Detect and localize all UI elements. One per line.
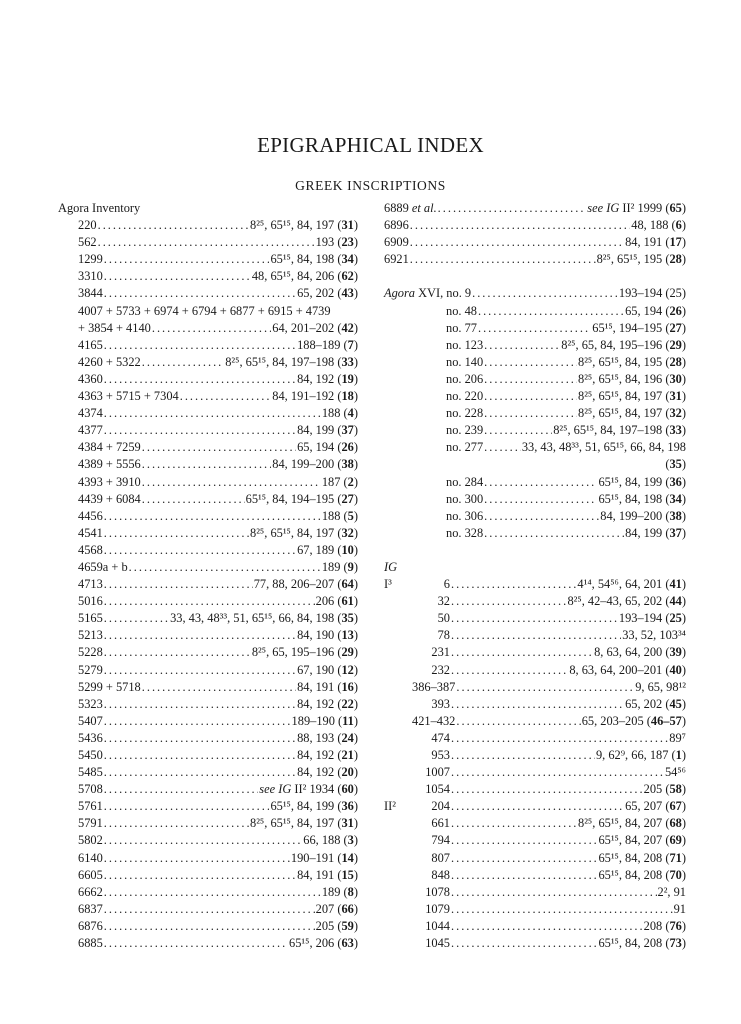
entry-key: 6837 <box>78 901 103 916</box>
index-entry <box>58 644 358 661</box>
entry-pages: 88, 193 (24) <box>297 730 358 745</box>
entry-key: no. 206 <box>446 371 484 386</box>
index-entry <box>58 559 358 576</box>
entry-key: no. 277 <box>446 440 484 455</box>
entry-key: 6885 <box>78 936 103 951</box>
entry-key: 1007 <box>425 765 450 780</box>
entry-pages: 65¹⁵, 84, 198 (34) <box>270 252 358 267</box>
index-entry <box>58 474 358 491</box>
entry-key: 6876 <box>78 918 103 933</box>
index-entry <box>384 781 686 798</box>
index-entry <box>58 627 358 644</box>
entry-key: 4568 <box>78 542 103 557</box>
index-entry <box>384 679 686 696</box>
entry-pages: 67, 190 (12) <box>297 662 358 677</box>
entry-pages: 84, 191–192 (18) <box>272 389 358 404</box>
index-entry <box>384 200 686 217</box>
ig-list <box>384 576 686 952</box>
index-entry-continuation <box>384 456 686 473</box>
entry-pages: 48, 188 (6) <box>631 218 686 233</box>
index-entry <box>58 867 358 884</box>
entry-pages: 8²⁵, 65¹⁵, 84, 207 (68) <box>578 816 686 831</box>
entry-pages: 65, 202 (43) <box>297 286 358 301</box>
entry-key: 4377 <box>78 423 103 438</box>
index-entry <box>58 405 358 422</box>
entry-pages: 84, 199 (37) <box>297 423 358 438</box>
index-entry <box>384 508 686 525</box>
entry-pages: 65, 194 (26) <box>297 440 358 455</box>
index-entry <box>58 901 358 918</box>
index-entry <box>58 251 358 268</box>
entry-key: 1045 <box>425 936 450 951</box>
entry-pages: 66, 188 (3) <box>303 833 358 848</box>
entry-pages: 67, 189 (10) <box>297 542 358 557</box>
entry-pages: 8²⁵, 65¹⁵, 84, 196 (30) <box>578 371 686 386</box>
index-entry <box>58 798 358 815</box>
index-entry <box>58 303 358 320</box>
entry-pages: 188 (5) <box>321 508 358 523</box>
entry-pages: 48, 65¹⁵, 84, 206 (62) <box>251 269 358 284</box>
entry-key: 4374 <box>78 406 103 421</box>
entry-key: 848 <box>431 867 450 882</box>
entry-key: 6889 et al. <box>384 201 437 215</box>
index-entry <box>384 491 686 508</box>
entry-pages: 208 (76) <box>643 918 686 933</box>
index-entry <box>384 901 686 918</box>
entry-pages: 64, 201–202 (42) <box>272 320 358 335</box>
entry-key: 5436 <box>78 730 103 745</box>
entry-pages: 84, 199–200 (38) <box>272 457 358 472</box>
entry-pages: 207 (66) <box>315 901 358 916</box>
entry-pages: 91 <box>673 901 686 916</box>
index-entry <box>384 405 686 422</box>
ig-group-label: II² <box>384 799 396 814</box>
entry-pages: 84, 191 (17) <box>625 235 686 250</box>
entry-pages: 189–190 (11) <box>291 713 358 728</box>
entry-key: 661 <box>431 816 450 831</box>
entry-key: no. 140 <box>446 354 484 369</box>
index-entry <box>384 832 686 849</box>
entry-key: 6896 <box>384 218 409 233</box>
index-entry <box>58 576 358 593</box>
index-entry <box>384 474 686 491</box>
entry-key: 4393 + 3910 <box>78 474 141 489</box>
entry-key: 4360 <box>78 371 103 386</box>
entry-pages: 190–191 (14) <box>290 850 358 865</box>
index-entry <box>384 422 686 439</box>
index-entry <box>58 525 358 542</box>
entry-key: 5228 <box>78 645 103 660</box>
entry-key: 4541 <box>78 525 103 540</box>
entry-key: + 3854 + 4140 <box>78 320 151 335</box>
entry-pages: 205 (58) <box>643 782 686 797</box>
entry-pages: 77, 88, 206–207 (64) <box>253 577 358 592</box>
entry-pages: 65¹⁵, 194–195 (27) <box>592 320 686 335</box>
ig-heading <box>384 559 686 576</box>
entry-pages: 65¹⁵, 206 (63) <box>289 936 358 951</box>
entry-pages: 65¹⁵, 84, 198 (34) <box>598 491 686 506</box>
entry-pages: 65, 194 (26) <box>625 303 686 318</box>
entry-pages: 8, 63, 64, 200 (39) <box>594 645 686 660</box>
agora-inventory-list <box>58 217 358 952</box>
entry-pages: 84, 192 (20) <box>297 765 358 780</box>
entry-pages: 188 (4) <box>321 406 358 421</box>
entry-key: 5791 <box>78 816 103 831</box>
entry-key: no. 123 <box>446 337 484 352</box>
index-entry <box>384 217 686 234</box>
entry-pages: 189 (8) <box>321 884 358 899</box>
entry-key: 78 <box>437 628 450 643</box>
entry-pages: 9, 65, 98¹² <box>635 679 686 694</box>
entry-key: 4384 + 7259 <box>78 440 141 455</box>
entry-pages: 84, 192 (22) <box>297 696 358 711</box>
entry-pages: 33, 52, 103³⁴ <box>622 628 686 643</box>
entry-pages: 65¹⁵, 84, 194–195 (27) <box>245 491 358 506</box>
agora-xvi-first-entry <box>384 285 686 302</box>
entry-key: 6921 <box>384 252 409 267</box>
entry-key: no. 77 <box>446 320 477 335</box>
entry-pages: 65¹⁵, 84, 199 (36) <box>598 474 686 489</box>
index-entry <box>58 337 358 354</box>
entry-pages: 205 (59) <box>315 918 358 933</box>
index-entry <box>384 525 686 542</box>
entry-key: no. 228 <box>446 406 484 421</box>
entry-key: 1299 <box>78 252 103 267</box>
entry-pages: 206 (61) <box>315 594 358 609</box>
page-title: EPIGRAPHICAL INDEX <box>257 133 484 157</box>
entry-key: 4165 <box>78 337 103 352</box>
index-entry <box>58 884 358 901</box>
index-entry <box>58 815 358 832</box>
index-entry <box>58 217 358 234</box>
entry-key: 421–432 <box>412 713 456 728</box>
index-entry <box>384 354 686 371</box>
index-entry <box>58 508 358 525</box>
entry-key: 5708 <box>78 782 103 797</box>
entry-pages: 84, 191 (16) <box>297 679 358 694</box>
index-entry <box>384 303 686 320</box>
index-entry <box>58 713 358 730</box>
left-column <box>58 200 358 952</box>
entry-key: 5213 <box>78 628 103 643</box>
entry-key: 4659a + b <box>78 559 128 574</box>
entry-key: 4007 + 5733 + 6974 + 6794 + 6877 + 6915 + 4739 <box>78 303 331 318</box>
entry-pages: 8²⁵, 65¹⁵, 195 (28) <box>596 252 686 267</box>
entry-pages: 8, 63, 64, 200–201 (40) <box>569 662 686 677</box>
index-entry <box>384 850 686 867</box>
index-entry <box>58 234 358 251</box>
agora-inventory-continued-list <box>384 200 686 268</box>
entry-key: no. 300 <box>446 491 484 506</box>
entry-pages: 84, 192 (19) <box>297 371 358 386</box>
index-entry <box>58 268 358 285</box>
index-entry <box>384 815 686 832</box>
index-entry <box>384 662 686 679</box>
index-entry <box>384 730 686 747</box>
entry-key: 4713 <box>78 577 103 592</box>
entry-pages: see IG II² 1934 (60) <box>259 782 358 797</box>
index-entry <box>384 251 686 268</box>
index-entry <box>58 610 358 627</box>
entry-key: 5761 <box>78 799 103 814</box>
entry-pages: 65, 207 (67) <box>625 799 686 814</box>
entry-pages: 89⁷ <box>669 730 686 745</box>
entry-key: no. 48 <box>446 303 477 318</box>
entry-pages: 65¹⁵, 84, 208 (71) <box>598 850 686 865</box>
agora-inventory-heading: Agora Inventory <box>58 201 141 215</box>
entry-key: 393 <box>431 696 450 711</box>
entry-pages: 65, 202 (45) <box>625 696 686 711</box>
entry-pages: 33, 43, 48³³, 51, 65¹⁵, 66, 84, 198 (35) <box>170 611 358 626</box>
entry-pages: 8²⁵, 65¹⁵, 84, 197 (32) <box>250 525 358 540</box>
entry-pages: 65, 203–205 (46–57) <box>581 713 686 728</box>
index-entry <box>58 696 358 713</box>
index-entry <box>58 850 358 867</box>
section-subtitle: GREEK INSCRIPTIONS <box>295 178 446 193</box>
index-entry <box>384 576 686 593</box>
entry-key: 5802 <box>78 833 103 848</box>
index-entry <box>384 867 686 884</box>
entry-key: 1079 <box>425 901 450 916</box>
entry-pages: 84, 190 (13) <box>297 628 358 643</box>
index-entry <box>384 713 686 730</box>
entry-pages: 84, 191 (15) <box>297 867 358 882</box>
index-entry <box>58 439 358 456</box>
agora-xvi-first-value: 193–194 (25) <box>618 286 686 301</box>
index-entry <box>58 730 358 747</box>
entry-pages: 8²⁵, 65¹⁵, 84, 197 (32) <box>578 406 686 421</box>
entry-key: 5450 <box>78 748 103 762</box>
index-entry <box>58 542 358 559</box>
entry-pages: 8²⁵, 65¹⁵, 84, 197 (31) <box>250 218 358 233</box>
entry-pages: 8²⁵, 65¹⁵, 84, 197 (31) <box>250 816 358 831</box>
entry-pages: see IG II² 1999 (65) <box>587 201 686 215</box>
entry-key: 5279 <box>78 662 103 677</box>
entry-pages: 8²⁵, 65¹⁵, 84, 197 (31) <box>578 389 686 404</box>
entry-pages: 65¹⁵, 84, 207 (69) <box>598 833 686 848</box>
entry-pages: 187 (2) <box>321 474 358 489</box>
right-column <box>384 200 686 952</box>
index-entry <box>58 285 358 302</box>
entry-pages: 2², 91 <box>657 884 686 899</box>
entry-key: no. 220 <box>446 389 484 404</box>
index-entry <box>58 388 358 405</box>
entry-pages: 189 (9) <box>321 559 358 574</box>
index-entry <box>384 696 686 713</box>
index-entry <box>384 320 686 337</box>
entry-key: 5299 + 5718 <box>78 679 141 694</box>
entry-pages: 8²⁵, 65¹⁵, 84, 197–198 (33) <box>225 354 358 369</box>
entry-key: 50 <box>437 611 450 626</box>
entry-key: no. 284 <box>446 474 484 489</box>
entry-key: no. 328 <box>446 525 484 540</box>
entry-key: 232 <box>431 662 450 677</box>
entry-key: 4456 <box>78 508 103 523</box>
index-entry <box>58 764 358 781</box>
index-entry <box>58 422 358 439</box>
entry-pages: 8²⁵, 65, 195–196 (29) <box>251 645 358 660</box>
index-entry <box>58 832 358 849</box>
entry-key: 32 <box>437 594 450 609</box>
index-entry <box>384 644 686 661</box>
entry-key: II² 204 <box>384 798 450 815</box>
entry-pages: 84, 199–200 (38) <box>600 508 686 523</box>
entry-key: no. 306 <box>446 508 484 523</box>
index-entry <box>384 935 686 952</box>
entry-key: 5165 <box>78 611 103 626</box>
index-entry <box>384 337 686 354</box>
entry-pages: 9, 62⁹, 66, 187 (1) <box>595 748 686 762</box>
entry-key: 807 <box>431 850 450 865</box>
entry-key: 6662 <box>78 884 103 899</box>
index-entry <box>384 798 686 815</box>
entry-key: 386–387 <box>412 679 456 694</box>
entry-key: 4389 + 5556 <box>78 457 141 472</box>
entry-key: 4439 + 6084 <box>78 491 141 506</box>
index-entry <box>384 918 686 935</box>
index-entry <box>384 593 686 610</box>
index-entry <box>58 593 358 610</box>
entry-pages: 54⁵⁶ <box>664 765 686 780</box>
entry-pages: 193 (23) <box>315 235 358 250</box>
entry-pages: 33, 43, 48³³, 51, 65¹⁵, 66, 84, 198 <box>521 440 686 455</box>
entry-key: 5485 <box>78 765 103 780</box>
index-entry <box>58 491 358 508</box>
entry-key: 1054 <box>425 782 450 797</box>
index-entry <box>384 747 686 764</box>
index-entry <box>384 371 686 388</box>
entry-key: 474 <box>431 730 450 745</box>
entry-key: 6140 <box>78 850 103 865</box>
entry-pages: 65¹⁵, 84, 208 (70) <box>598 867 686 882</box>
entry-pages: 84, 199 (37) <box>625 525 686 540</box>
index-entry <box>384 764 686 781</box>
entry-pages: 65¹⁵, 84, 199 (36) <box>270 799 358 814</box>
index-entry <box>58 354 358 371</box>
entry-key: no. 239 <box>446 423 484 438</box>
index-entry <box>384 884 686 901</box>
entry-pages: 65¹⁵, 84, 208 (73) <box>598 936 686 951</box>
index-entry <box>58 456 358 473</box>
entry-key: 5407 <box>78 713 103 728</box>
entry-key: 3310 <box>78 269 103 284</box>
entry-key: 794 <box>431 833 450 848</box>
entry-key: 562 <box>78 235 97 250</box>
ig-group-label: I³ <box>384 577 392 592</box>
ig-heading-text: IG <box>384 559 398 574</box>
entry-pages: 193–194 (25) <box>618 611 686 626</box>
index-entry <box>58 781 358 798</box>
entry-pages: 4¹⁴, 54⁵⁶, 64, 201 (41) <box>577 577 686 592</box>
entry-key: 953 <box>431 748 450 762</box>
index-entry <box>58 679 358 696</box>
entry-key: 3844 <box>78 286 103 301</box>
entry-key: 1078 <box>425 884 450 899</box>
index-entry <box>58 935 358 952</box>
entry-pages: 8²⁵, 65¹⁵, 84, 197–198 (33) <box>553 423 686 438</box>
entry-key: 6605 <box>78 867 103 882</box>
index-entry <box>384 234 686 251</box>
index-entry <box>384 388 686 405</box>
entry-key: I³ 6 <box>384 576 450 593</box>
index-entry <box>58 662 358 679</box>
index-entry <box>58 918 358 935</box>
entry-pages: 84, 192 (21) <box>297 748 358 762</box>
index-entry <box>384 610 686 627</box>
entry-key: 231 <box>431 645 450 660</box>
entry-pages: (35) <box>665 457 686 472</box>
entry-key: 6909 <box>384 235 409 250</box>
agora-xvi-list <box>384 303 686 542</box>
index-entry <box>384 627 686 644</box>
agora-xvi-label: Agora XVI, no. 9 <box>384 286 472 301</box>
entry-pages: 8²⁵, 42–43, 65, 202 (44) <box>567 594 686 609</box>
entry-key: 4363 + 5715 + 7304 <box>78 389 179 404</box>
entry-key: 5016 <box>78 594 103 609</box>
entry-pages: 188–189 (7) <box>297 337 358 352</box>
entry-key: 5323 <box>78 696 103 711</box>
entry-key: 1044 <box>425 918 450 933</box>
index-entry <box>58 371 358 388</box>
entry-pages: 8²⁵, 65, 84, 195–196 (29) <box>561 337 686 352</box>
index-entry <box>384 439 686 456</box>
index-entry <box>58 747 358 764</box>
entry-key: 220 <box>78 218 97 233</box>
entry-key: 4260 + 5322 <box>78 354 141 369</box>
index-entry <box>58 320 358 337</box>
entry-pages: 8²⁵, 65¹⁵, 84, 195 (28) <box>578 354 686 369</box>
